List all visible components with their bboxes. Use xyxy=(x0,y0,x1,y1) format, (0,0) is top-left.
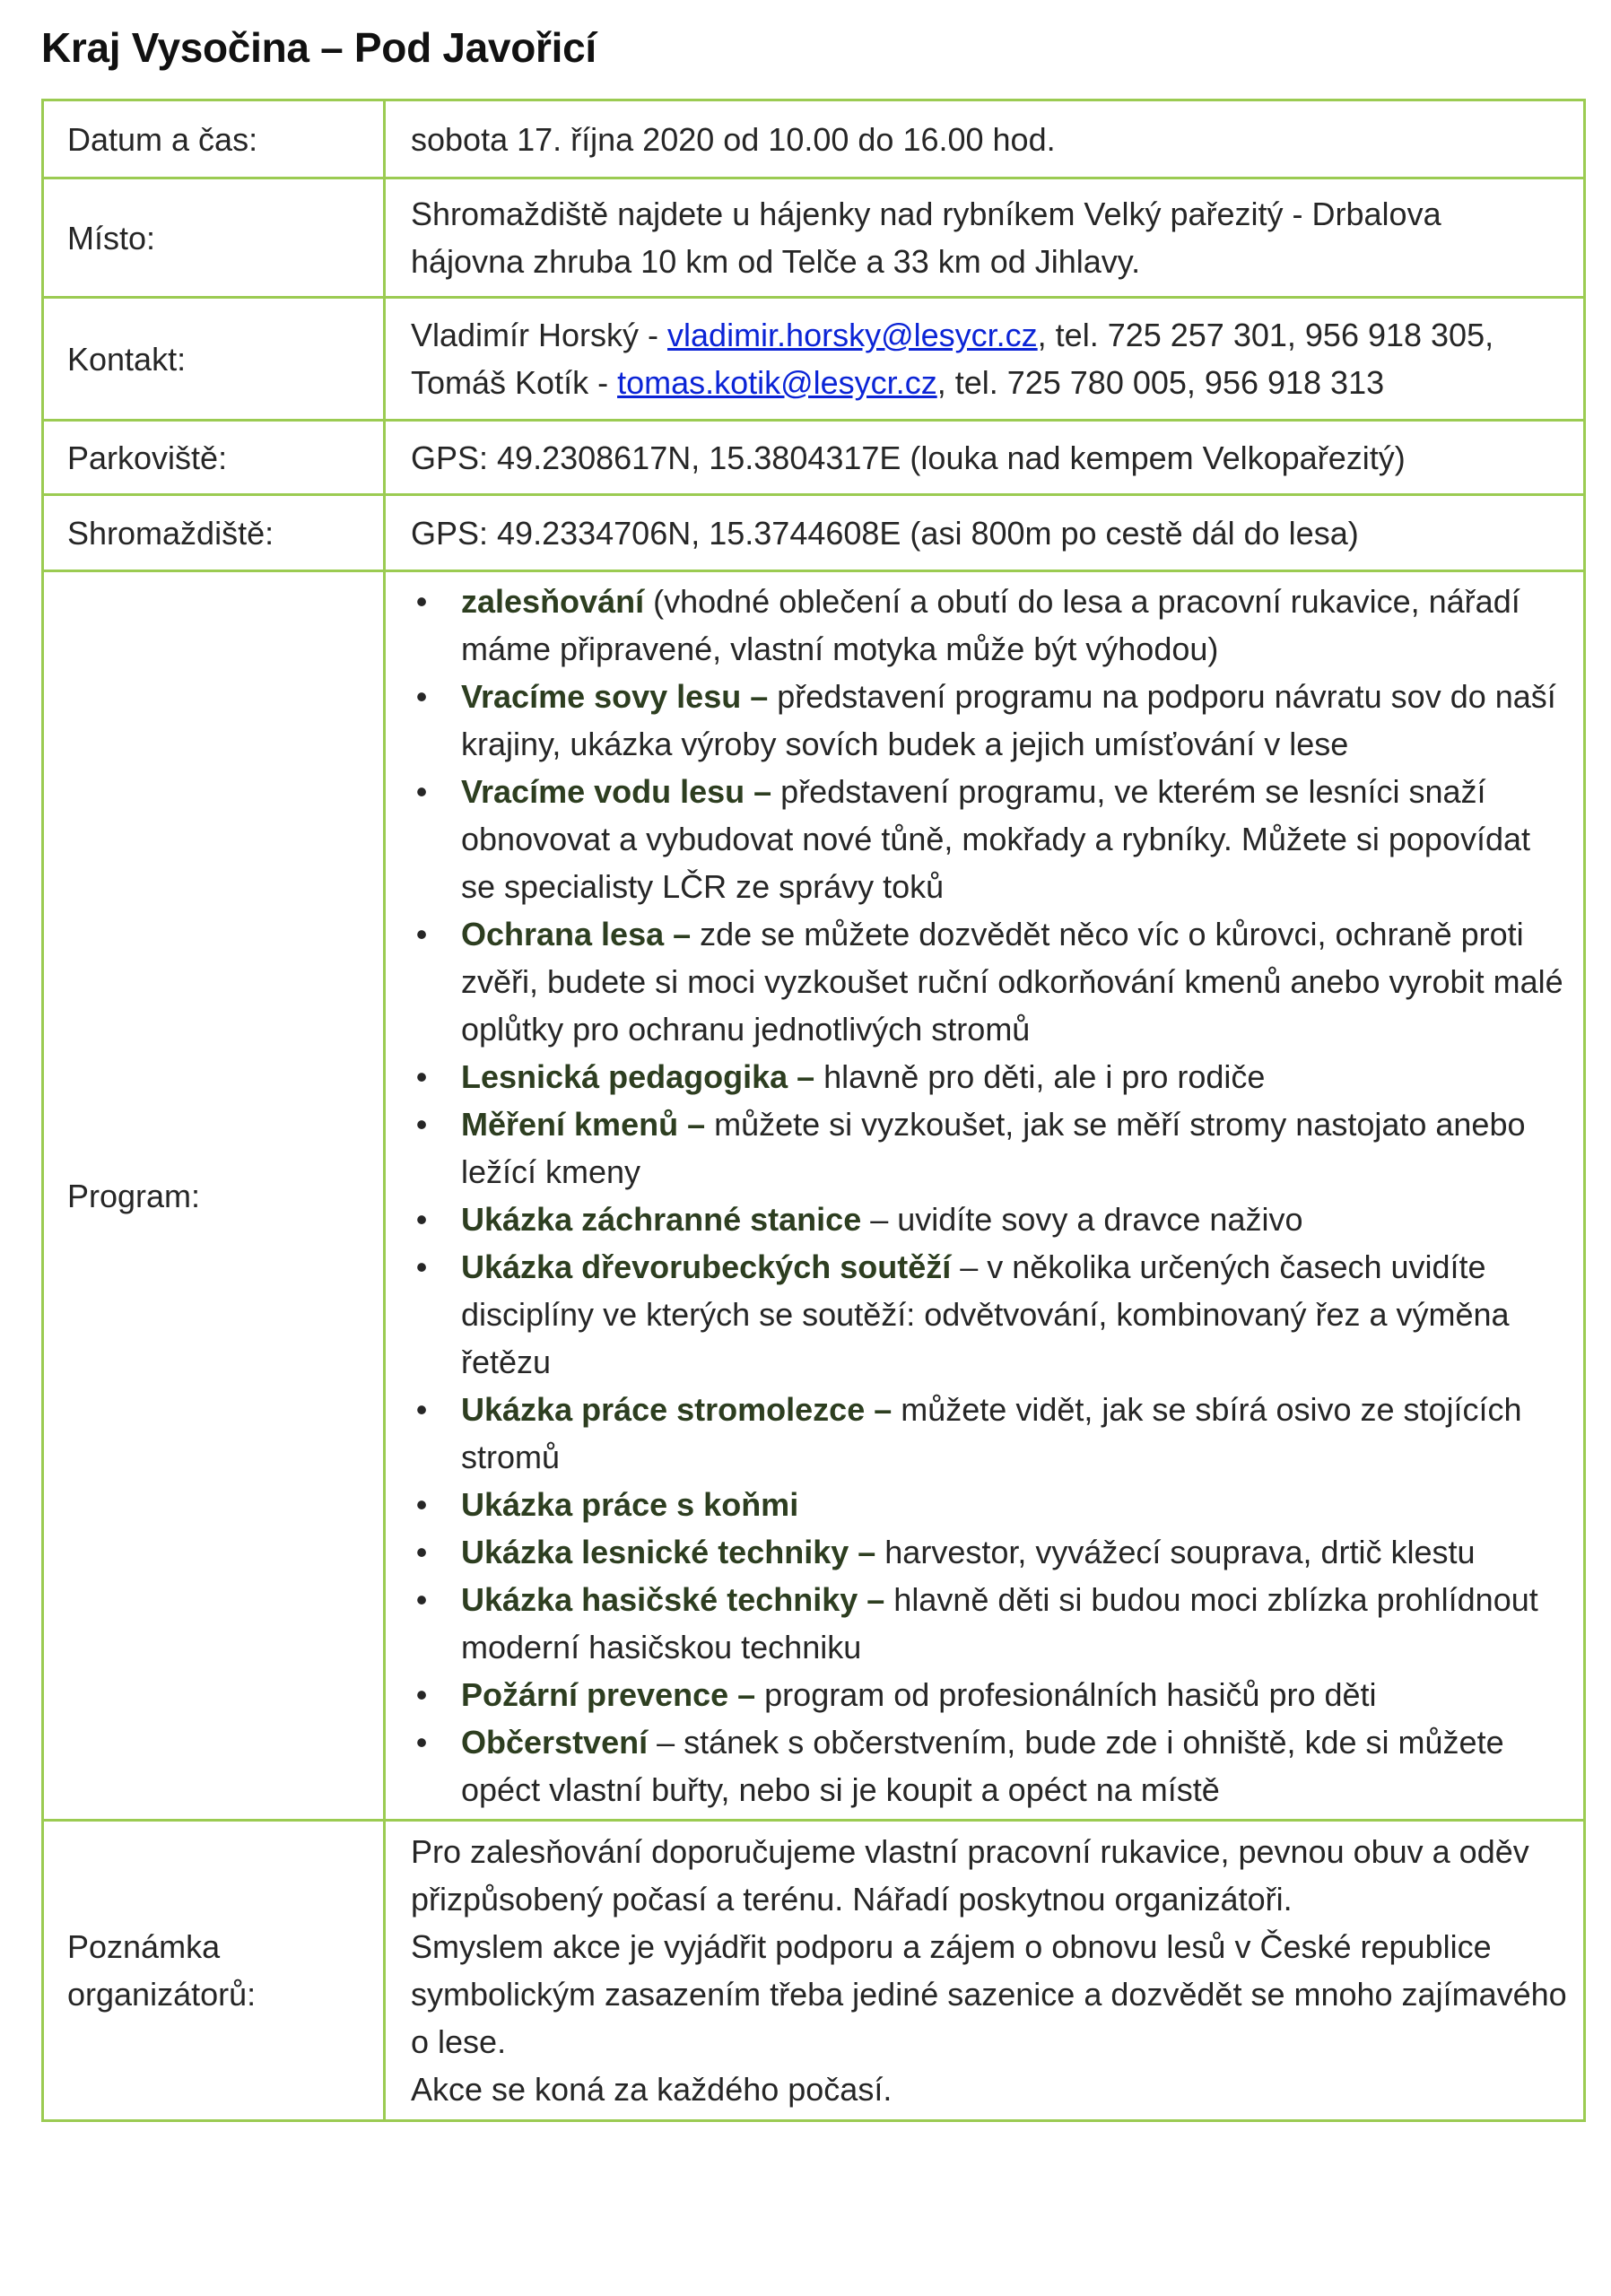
note-paragraph-2: Smyslem akce je vyjádřit podporu a zájem o obnovu lesů v České republice symbolickým zasazením třeba jediné sazenice a dozvědět se mnoho zajímavého o lese. xyxy=(411,1928,1567,2060)
program-item-text: (vhodné oblečení a obutí do lesa a pracovní rukavice, nářadí máme připravené, vlastní motyka může být výhodou) xyxy=(461,583,1520,667)
bullet-icon: • xyxy=(415,1724,428,1761)
poznamka-label-line-1: Poznámka xyxy=(67,1928,221,1965)
bullet-icon: • xyxy=(415,916,428,952)
program-item xyxy=(411,1481,1567,1528)
program-item xyxy=(411,1243,1567,1386)
row-parkoviste xyxy=(43,421,1585,495)
program-item-text: představení programu, ve kterém se lesníci snaží obnovovat a vybudovat nové tůně, mokřady a rybníky. Můžete si popovídat se specialisty LČR ze správy toků xyxy=(461,773,1531,905)
program-item-title: Občerstvení xyxy=(461,1724,649,1761)
program-item-title: Ukázka práce s koňmi xyxy=(461,1486,799,1523)
bullet-icon: • xyxy=(415,1201,428,1238)
program-item-text: hlavně děti si budou moci zblízka prohlídnout moderní hasičskou techniku xyxy=(461,1581,1538,1665)
row-poznamka xyxy=(43,1821,1585,2121)
note-paragraph-3: Akce se koná za každého počasí. xyxy=(411,2071,893,2108)
bullet-icon: • xyxy=(415,1676,428,1713)
program-item-text: – v několika určených časech uvidíte disciplíny ve kterých se soutěží: odvětvování, kombinovaný řez a výměna řetězu xyxy=(461,1248,1510,1380)
row-shromazdiste xyxy=(43,495,1585,571)
program-item-title: Vracíme sovy lesu – xyxy=(461,678,769,715)
value-shromazdiste: GPS: 49.2334706N, 15.3744608E (asi 800m po cestě dál do lesa) xyxy=(385,495,1585,571)
email-link-1[interactable]: vladimir.horsky@lesycr.cz xyxy=(667,317,1038,353)
row-program xyxy=(43,571,1585,1821)
program-item-text: můžete si vyzkoušet, jak se měří stromy nastojato anebo ležící kmeny xyxy=(461,1106,1526,1190)
program-item-title: Ukázka záchranné stanice xyxy=(461,1201,862,1238)
value-datum: sobota 17. října 2020 od 10.00 do 16.00 hod. xyxy=(385,100,1585,178)
program-item-title: Požární prevence – xyxy=(461,1676,756,1713)
program-item-title: Měření kmenů – xyxy=(461,1106,706,1143)
contact-person-2: Tomáš Kotík - xyxy=(411,364,618,401)
row-datum xyxy=(43,100,1585,178)
bullet-icon: • xyxy=(415,583,428,620)
value-parkoviste: GPS: 49.2308617N, 15.3804317E (louka nad kempem Velkopařezitý) xyxy=(385,421,1585,495)
program-item-text: můžete vidět, jak se sbírá osivo ze stojících stromů xyxy=(461,1391,1522,1475)
bullet-icon: • xyxy=(415,1058,428,1095)
label-datum: Datum a čas: xyxy=(43,100,385,178)
label-misto: Místo: xyxy=(43,178,385,298)
program-item xyxy=(411,1718,1567,1813)
program-item-title: Lesnická pedagogika – xyxy=(461,1058,815,1095)
label-kontakt: Kontakt: xyxy=(43,298,385,421)
poznamka-label-line-2: organizátorů: xyxy=(67,1976,257,2013)
program-item-text: program od profesionálních hasičů pro děti xyxy=(755,1676,1377,1713)
email-link-2[interactable]: tomas.kotik@lesycr.cz xyxy=(617,364,937,401)
program-item-title: Ukázka lesnické techniky – xyxy=(461,1534,876,1570)
bullet-icon: • xyxy=(415,1106,428,1143)
bullet-icon: • xyxy=(415,1391,428,1428)
program-item xyxy=(411,1053,1567,1100)
program-item-text: – stánek s občerstvením, bude zde i ohniště, kde si můžete opéct vlastní buřty, nebo si je koupit a opéct na místě xyxy=(461,1724,1504,1808)
program-item-title: Ochrana lesa – xyxy=(461,916,692,952)
program-item xyxy=(411,1386,1567,1481)
contact-phone-1: , tel. 725 257 301, 956 918 305, xyxy=(1037,317,1494,353)
label-parkoviste: Parkoviště: xyxy=(43,421,385,495)
program-item-text: hlavně pro děti, ale i pro rodiče xyxy=(814,1058,1266,1095)
program-item-title: Ukázka práce stromolezce – xyxy=(461,1391,893,1428)
program-item-title: Ukázka hasičské techniky – xyxy=(461,1581,885,1618)
program-item xyxy=(411,1576,1567,1671)
program-item-title: Vracíme vodu lesu – xyxy=(461,773,772,810)
program-item-title: Ukázka dřevorubeckých soutěží xyxy=(461,1248,952,1285)
program-item xyxy=(411,673,1567,768)
bullet-icon: • xyxy=(415,1581,428,1618)
misto-line-2: hájovna zhruba 10 km od Telče a 33 km od Jihlavy. xyxy=(411,243,1141,280)
program-item xyxy=(411,1528,1567,1576)
program-item xyxy=(411,1100,1567,1196)
misto-line-1: Shromaždiště najdete u hájenky nad rybníkem Velký pařezitý - Drbalova xyxy=(411,196,1441,232)
row-misto xyxy=(43,178,1585,298)
bullet-icon: • xyxy=(415,773,428,810)
program-list xyxy=(411,578,1567,1813)
label-poznamka xyxy=(43,1821,385,2121)
program-item-text: zde se můžete dozvědět něco víc o kůrovci, ochraně proti zvěři, budete si moci vyzkoušet ruční odkorňování kmenů anebo vyrobit malé oplůtky pro ochranu jednotlivých stromů xyxy=(461,916,1563,1048)
program-item xyxy=(411,910,1567,1053)
label-program: Program: xyxy=(43,571,385,1821)
value-misto xyxy=(385,178,1585,298)
program-item xyxy=(411,1196,1567,1243)
contact-person-1: Vladimír Horský - xyxy=(411,317,668,353)
label-shromazdiste: Shromaždiště: xyxy=(43,495,385,571)
program-item-text: – uvidíte sovy a dravce naživo xyxy=(861,1201,1303,1238)
note-paragraph-1: Pro zalesňování doporučujeme vlastní pracovní rukavice, pevnou obuv a oděv přizpůsobený počasí a terénu. Nářadí poskytnou organizátoři. xyxy=(411,1833,1529,1918)
program-item-title: zalesňování xyxy=(461,583,645,620)
event-info-table xyxy=(41,99,1586,2122)
bullet-icon: • xyxy=(415,1248,428,1285)
program-item xyxy=(411,578,1567,673)
program-item-text: představení programu na podporu návratu sov do naší krajiny, ukázka výroby sovích budek a jejich umísťování v lese xyxy=(461,678,1556,762)
page-title: Kraj Vysočina – Pod Javořicí xyxy=(41,24,597,71)
program-item xyxy=(411,1671,1567,1718)
contact-phone-2: , tel. 725 780 005, 956 918 313 xyxy=(936,364,1385,401)
bullet-icon: • xyxy=(415,678,428,715)
bullet-icon: • xyxy=(415,1486,428,1523)
row-kontakt xyxy=(43,298,1585,421)
program-item xyxy=(411,768,1567,910)
bullet-icon: • xyxy=(415,1534,428,1570)
program-item-text: harvestor, vyvážecí souprava, drtič klestu xyxy=(875,1534,1476,1570)
value-program xyxy=(385,571,1585,1821)
value-poznamka xyxy=(385,1821,1585,2121)
value-kontakt xyxy=(385,298,1585,421)
